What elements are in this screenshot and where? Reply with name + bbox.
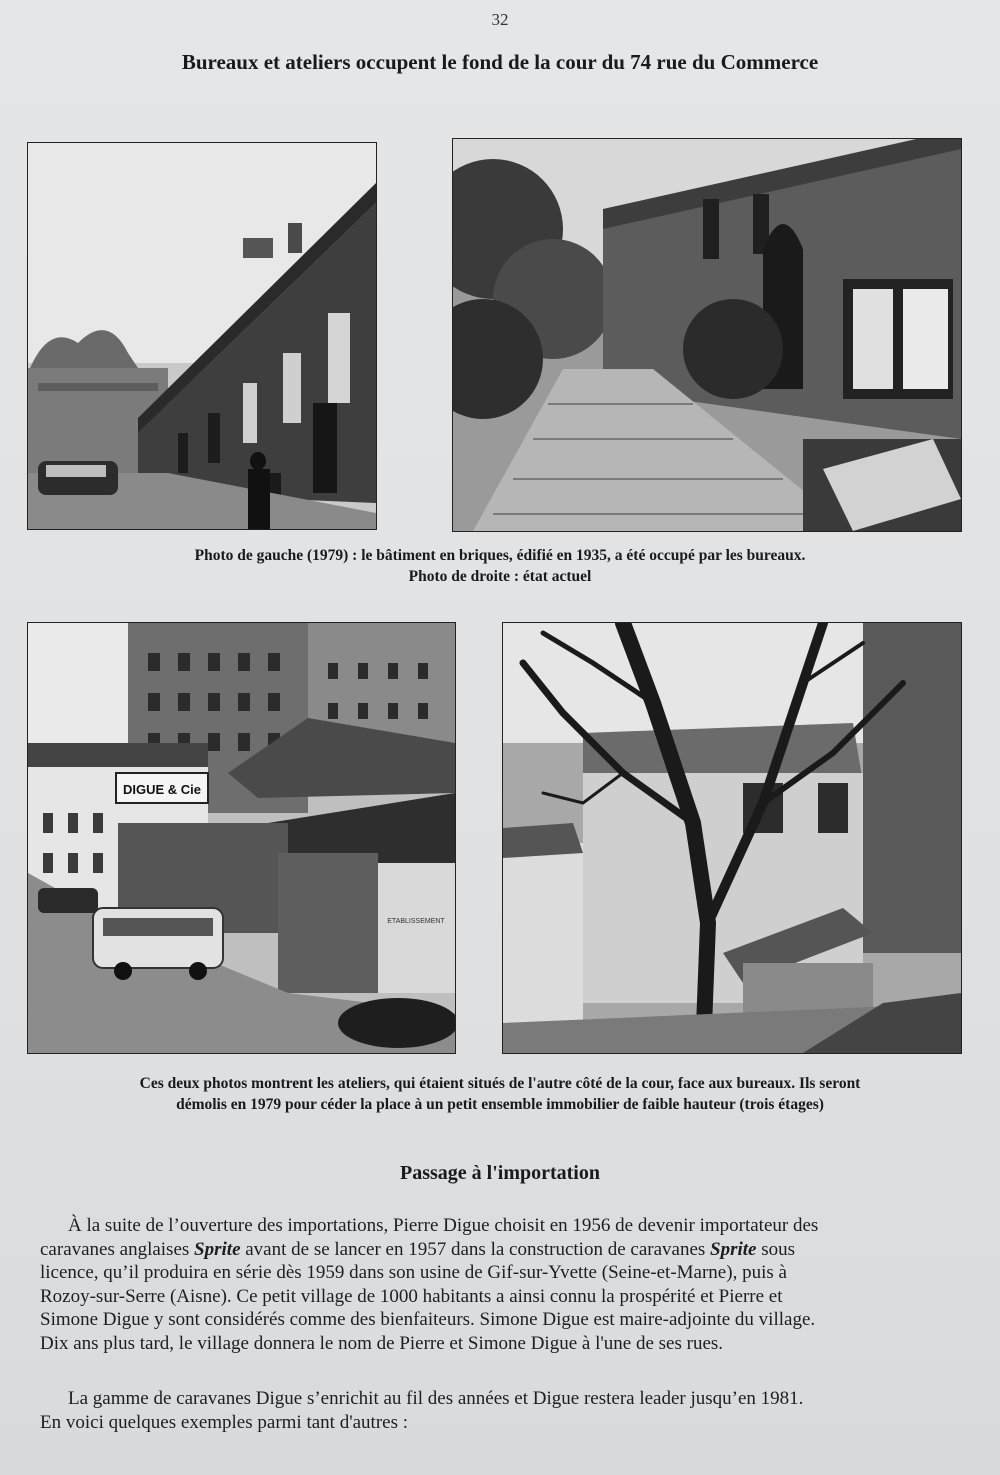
paragraph-2-line-2: En voici quelques exemples parmi tant d'autres : bbox=[40, 1411, 409, 1433]
caption-top-line-2: Photo de droite : état actuel bbox=[408, 568, 592, 585]
paragraph-1-line-2 bbox=[40, 1238, 962, 1262]
caption-top-line-1: Photo de gauche (1979) : le bâtiment en briques, édifié en 1935, a été occupé par les bureaux. bbox=[194, 547, 806, 564]
text-fragment: sous bbox=[756, 1238, 796, 1260]
page-number: 32 bbox=[491, 10, 509, 29]
paragraph-2 bbox=[40, 1387, 962, 1434]
page-title: Bureaux et ateliers occupent le fond de la cour du 74 rue du Commerce bbox=[181, 50, 819, 74]
workshop-wall-text: ETABLISSEMENT bbox=[387, 918, 445, 925]
paragraph-1-line-6: Dix ans plus tard, le village donnera le nom de Pierre et Simone Digue à l'une de ses rues. bbox=[40, 1332, 724, 1354]
photo-courtyard-current bbox=[452, 138, 962, 532]
paragraph-1-line-1: À la suite de l’ouverture des importations, Pierre Digue choisit en 1956 de devenir importateur des bbox=[68, 1215, 819, 1236]
caption-bottom-line-2: démolis en 1979 pour céder la place à un petit ensemble immobilier de faible hauteur (trois étages) bbox=[176, 1096, 824, 1113]
photo-workshops-digue bbox=[27, 622, 456, 1054]
caption-bottom-photos bbox=[40, 1073, 960, 1115]
text-fragment: caravanes anglaises bbox=[40, 1238, 195, 1260]
caption-top-photos bbox=[40, 545, 960, 587]
paragraph-1-line-4: Rozoy-sur-Serre (Aisne). Ce petit village de 1000 habitants a ainsi connu la prospérité et Pierre et bbox=[40, 1285, 783, 1307]
caption-bottom-line-1: Ces deux photos montrent les ateliers, qui étaient situés de l'autre côté de la cour, face aux bureaux. Ils seront bbox=[139, 1075, 861, 1092]
paragraph-1 bbox=[40, 1214, 962, 1355]
brand-sprite: Sprite bbox=[710, 1238, 757, 1260]
photo-workshop-tree bbox=[502, 622, 962, 1054]
paragraph-1-line-5: Simone Digue y sont considérés comme des bienfaiteurs. Simone Digue est maire-adjointe du village. bbox=[40, 1309, 816, 1330]
digue-sign-text: DIGUE & Cie bbox=[122, 782, 202, 797]
paragraph-2-line-1: La gamme de caravanes Digue s’enrichit au fil des années et Digue restera leader jusqu’en 1981. bbox=[68, 1388, 804, 1409]
text-fragment: avant de se lancer en 1957 dans la construction de caravanes bbox=[240, 1238, 711, 1260]
photo-brick-offices-1979 bbox=[27, 142, 377, 530]
paragraph-1-line-3: licence, qu’il produira en série dès 1959 dans son usine de Gif-sur-Yvette (Seine-et-Marne), puis à bbox=[40, 1262, 787, 1283]
brand-sprite: Sprite bbox=[194, 1238, 241, 1260]
section-heading: Passage à l'importation bbox=[400, 1162, 600, 1184]
